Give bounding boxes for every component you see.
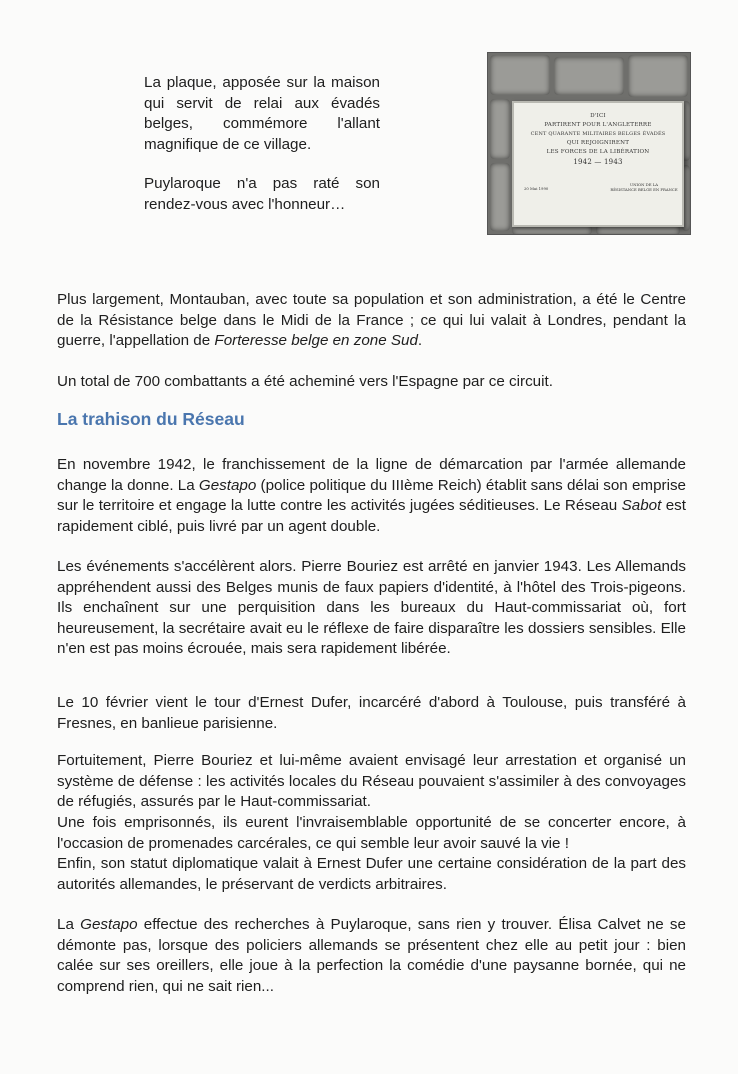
intro-paragraph-plaque: La plaque, apposée sur la maison qui servit de relai aux évadés belges, commémore l'allant magnifique de ce village. (144, 74, 380, 153)
plaque-date: 20 Mai 1990 (524, 186, 549, 191)
memorial-plaque (512, 101, 684, 227)
plaque-line: PARTIRENT POUR L'ANGLETERRE (544, 122, 652, 128)
plaque-union-1: UNION DE LA (630, 182, 658, 187)
text-run: . (417, 332, 423, 350)
section-heading: La trahison du Réseau (57, 409, 245, 429)
text-run: (police politique du IIIème Reich) établit sans délai son emprise sur le territoire et engage la lutte contre les activités jugées séditieuses. Le Réseau (57, 476, 686, 515)
paragraph-total: Un total de 700 combattants a été acheminé vers l'Espagne par ce circuit. (57, 373, 553, 390)
text-run-italic: Gestapo (198, 476, 257, 494)
text-run: En novembre 1942, le franchissement de la ligne de démarcation par l'armée allemande change la donne. La (57, 456, 686, 494)
plaque-line: D'ICI (590, 113, 606, 119)
plaque-years: 1942 — 1943 (573, 158, 623, 166)
text-run: effectue des recherches à Puylaroque, sans rien y trouver. Élisa Calvet ne se démonte pas, lorsque des policiers allemands se présentent chez elle au petit jour : bien calée sur ses oreillers, elle joue à la perfection la comédie d'une paysanne bornée, qui ne comprend rien, qui ne sait rien... (57, 916, 686, 995)
plaque-line: LES FORCES DE LA LIBÉRATION (546, 149, 650, 155)
text-run: Plus largement, Montauban, avec toute sa population et son administration, a été le Centre de la Résistance belge dans le Midi de la France ; ce qui lui valait à Londres, pendant la guerre, l'appellation de (57, 291, 686, 350)
text-run-italic: Sabot (621, 497, 662, 515)
paragraph-novembre (57, 455, 686, 537)
intro-paragraph-honneur: Puylaroque n'a pas raté son rendez-vous avec l'honneur… (144, 175, 380, 213)
paragraph-fortuitement: Fortuitement, Pierre Bouriez et lui-même avaient envisagé leur arrestation et organisé un système de défense : les activités locales du Réseau pouvaient s'assimiler à des convoyages de réfugiés, assurés par le Haut-commissariat. (57, 752, 686, 811)
plaque-line: CENT QUARANTE MILITAIRES BELGES ÉVADÉS (530, 131, 666, 137)
paragraph-statut: Enfin, son statut diplomatique valait à Ernest Dufer une certaine considération de la part des autorités allemandes, le préservant de verdicts arbitraires. (57, 855, 686, 893)
paragraph-emprisonnes: Une fois emprisonnés, ils eurent l'invraisemblable opportunité de se concerter encore, à l'occasion de promenades carcérales, ce qui semble leur avoir sauvé la vie ! (57, 814, 686, 852)
paragraph-montauban (57, 290, 686, 352)
paragraph-fevrier: Le 10 février vient le tour d'Ernest Dufer, incarcéré d'abord à Toulouse, puis transféré à Fresnes, en banlieue parisienne. (57, 694, 686, 732)
text-run: La (57, 916, 81, 933)
text-run: est rapidement ciblé, puis livré par un agent double. (57, 497, 686, 535)
text-run-italic: Forteresse belge en zone Sud (214, 332, 418, 350)
plaque-line: QUI REJOIGNIRENT (566, 140, 630, 146)
paragraph-gestapo (57, 915, 686, 997)
text-run-italic: Gestapo (80, 916, 138, 933)
plaque-union-2: RÉSISTANCE BELGE EN FRANCE (610, 187, 678, 192)
plaque-photo (487, 52, 691, 235)
paragraph-evenements: Les événements s'accélèrent alors. Pierre Bouriez est arrêté en janvier 1943. Les Allemands appréhendent aussi des Belges munis de faux papiers d'identité, à l'hôtel des Trois-pigeons. Ils enchaînent sur une perquisition dans les bureaux du Haut-commissariat où, fort heureusement, la secrétaire avait eu le réflexe de faire disparaître les dossiers sensibles. Elle n'en est pas moins écrouée, mais sera rapidement libérée. (57, 558, 686, 658)
